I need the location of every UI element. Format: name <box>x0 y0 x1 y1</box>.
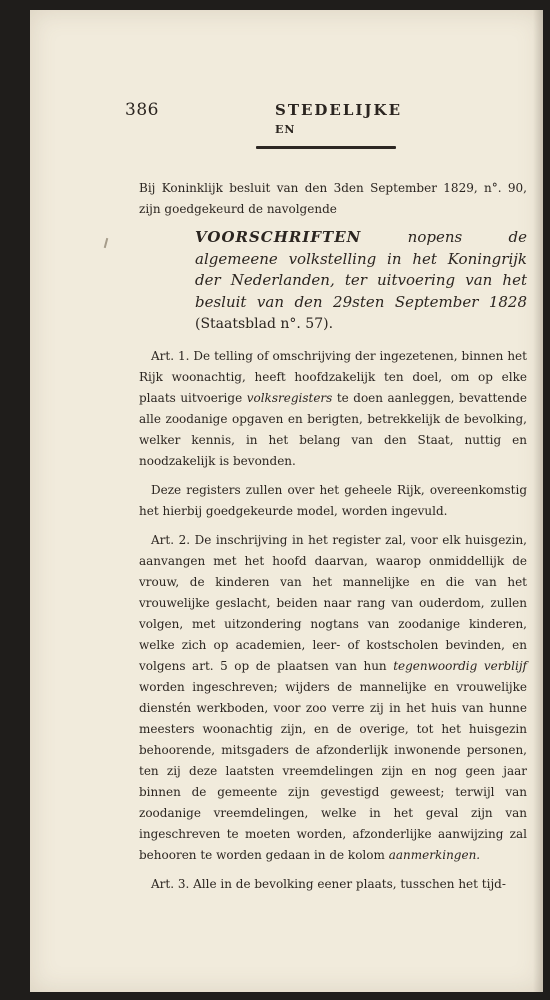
body-text <box>139 178 527 903</box>
article-3 <box>139 874 527 895</box>
running-head-title: STEDELIJKE <box>275 101 402 119</box>
margin-mark <box>104 238 109 248</box>
ornamental-rule <box>256 146 396 149</box>
article-emphasis: aanmerkingen. <box>388 847 481 862</box>
heading-italic: nopens de algemeene volkstelling in het Koningrijk der Nederlanden, ter uitvoering van het besluit van den 29sten September 1828 <box>195 228 527 311</box>
article-label: Art. 1. <box>151 348 190 363</box>
article-text: De inschrijving in het register zal, voor elk huisgezin, aanvangen met het hoofd daarvan, waarop onmiddellijk de vrouw, de kinderen van het mannelijke en die van het vrouwelijke geslacht, beiden naar rang van ouderdom, zullen volgen, met uitzondering nogtans van zoodanige kinderen, welke zich op academien, leer- of kostscholen bevinden, en volgens art. 5 op de plaatsen van hun <box>139 532 528 673</box>
article-2 <box>139 530 527 866</box>
running-head-suffix: EN <box>275 123 296 136</box>
article-text: De telling of omschrijving der ingezetenen, binnen het Rijk woonachtig, heeft hoofdzakelijk ten doel, om op elke plaats uitvoerige <box>139 348 527 405</box>
article-emphasis: tegenwoordig verblijf <box>393 658 527 673</box>
article-text: Deze registers zullen over het geheele Rijk, overeenkomstig het hierbij goedgekeurde model, worden ingevuld. <box>139 482 527 518</box>
heading-reference: (Staatsblad n°. 57). <box>195 316 334 332</box>
section-heading <box>195 227 527 336</box>
article-text: te doen aanleggen, bevattende alle zoodanige opgaven en berigten, betrekkelijk de bevolking, welker kennis, in het belang van den Staat, nuttig en noodzakelijk is bevonden. <box>139 390 527 468</box>
article-label: Art. 2. <box>151 532 191 547</box>
article-label: Art. 3. <box>151 876 190 891</box>
page-header <box>125 100 425 136</box>
article-1 <box>139 346 527 472</box>
running-head <box>275 101 425 137</box>
heading-caps: VOORSCHRIFTEN <box>195 228 362 246</box>
book-page <box>30 10 543 992</box>
page-number: 386 <box>125 100 159 120</box>
article-1-continuation <box>139 480 527 522</box>
intro-paragraph: Bij Koninklijk besluit van den 3den September 1829, n°. 90, zijn goedgekeurd de navolgende <box>139 181 527 216</box>
article-text: Alle in de bevolking eener plaats, tusschen het tijd- <box>193 876 506 891</box>
article-emphasis: volksregisters <box>246 390 333 405</box>
article-text: worden ingeschreven; wijders de mannelijke en vrouwelijke dienstén werkboden, voor zoo verre zij in het huis van hunne meesters woonachtig zijn, en de overige, tot het huisgezin behoorende, mitsgaders de afzonderlijk inwonende personen, ten zij deze laatsten vreemdelingen zijn en nog geen jaar binnen de gemeente zijn gevestigd geweest; terwijl van zoodanige vreemdelingen, welke in het geval zijn van ingeschreven te moeten worden, afzonderlijke aanwijzing zal behooren te worden gedaan in de kolom <box>139 679 527 862</box>
